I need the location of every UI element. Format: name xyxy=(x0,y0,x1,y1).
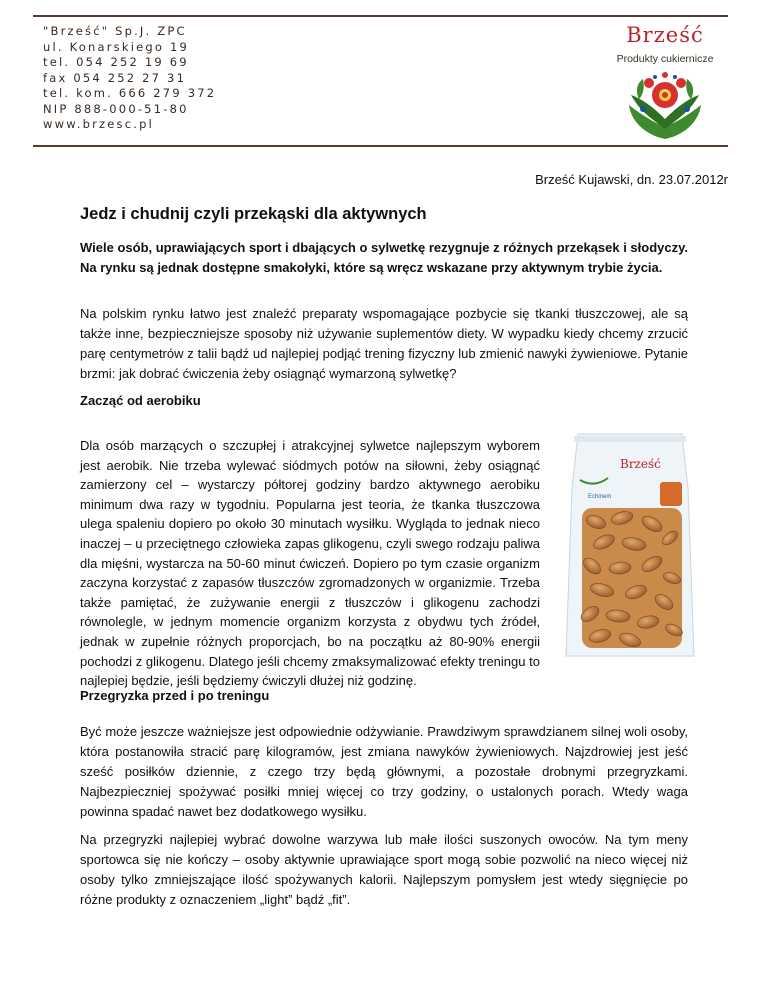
company-logo xyxy=(605,21,725,143)
snack-paragraph-2: Na przegryzki najlepiej wybrać dowolne warzywa lub małe ilości suszonych owoców. Na tym meny sportowca się nie kończy – osoby aktywnie uprawiające sport mogą sobie pozwolić na nieco więcej niż osoby tylko zmniejszające ilość spożywanych kalorii. Najlepszym pomysłem jest wtedy sięgnięcie po różne produkty z oznaczeniem „light” bądź „fit”. xyxy=(80,832,688,907)
logo-subtitle: Produkty cukiernicze xyxy=(616,53,714,65)
package-label: Echinem xyxy=(588,494,612,500)
letterhead xyxy=(33,15,728,147)
aerobic-paragraph: Dla osób marzących o szczupłej i atrakcyjnej sylwetce najlepszym wyborem jest aerobik. Nie trzeba wylewać siódmych potów na siłowni, żeby osiągnąć zamierzony cel – wystarczy półtorej godziny bardzo aktywnego aerobiku minimum dwa razy w tygodniu. Popularna jest teoria, że tkanka tłuszczowa ulega spaleniu dopiero po około 30 minutach wysiłku. Wygląda to jednak nieco inaczej – u przeciętnego człowieka zapas glikogenu, czyli swego rodzaju paliwa dla mięśni, wystarcza na 50-60 minut ćwiczeń. Dopiero po tym czasie organizm zaczyna korzystać z zapasów tłuszczów zgromadzonych w organizmie. Trzeba także pamiętać, że zużywanie energii z tłuszczów i glikogenu zachodzi równolegle, w jednym momencie organizm korzysta z obydwu tych źródeł, jednak w zupełnie różnych proporcjach, bo na początku aż 80-90% energii pochodzi z glikogenu. Dlatego jeśli chcemy zmaksymalizować efekty treningu to najlepiej będzie, jeśli będziemy ćwiczyli dłużej niż godzinę. xyxy=(80,438,540,689)
mobile-phone: tel. kom. 666 279 372 xyxy=(43,86,217,100)
top-rule xyxy=(33,15,728,17)
website-link[interactable]: www.brzesc.pl xyxy=(43,117,155,131)
product-package-image xyxy=(560,428,700,664)
intro-paragraph: Na polskim rynku łatwo jest znaleźć preparaty wspomagające pozbycie się tkanki tłuszczowej, ale są także inne, bezpieczniejsze sposoby niż używanie suplementów diety. W wypadku kiedy chcemy zrzucić parę centymetrów z talii bądź ud najlepiej podjąć trening fizyczny lub zmienić nawyki żywieniowe. Pytanie brzmi: jak dobrać ćwiczenia żeby osiągnąć wymarzoną sylwetkę? xyxy=(80,306,688,381)
phone: tel. 054 252 19 69 xyxy=(43,55,189,69)
company-name: "Brześć" Sp.J. ZPC xyxy=(43,24,187,38)
flower-emblem-icon xyxy=(625,69,705,143)
tax-id: NIP 888-000-51-80 xyxy=(43,101,189,116)
package-brand: Brześć xyxy=(620,457,661,471)
snack-paragraph-1: Być może jeszcze ważniejsze jest odpowiednie odżywianie. Prawdziwym sprawdzianem silnej woli osoby, która postanowiła stracić parę kilogramów, jest zmiana nawyków żywieniowych. Najzdrowiej jest jeść sześć posiłków dziennie, z czego trzy będą głównymi, a pozostałe drobnymi przegryzkami. Najbezpieczniej spożywać posiłki mniej więcej co trzy godziny, o ustalonych porach. Wtedy waga powinna spadać nawet bez dodatkowego wysiłku. xyxy=(80,724,688,819)
article-title: Jedz i chudnij czyli przekąski dla aktywnych xyxy=(80,205,427,223)
logo-name: Brześć xyxy=(626,23,704,47)
lead-paragraph: Wiele osób, uprawiających sport i dbających o sylwetkę rezygnuje z różnych przekąsek i słodyczy. Na rynku są jednak dostępne smakołyki, które są wręcz wskazane przy aktywnym trybie życia. xyxy=(80,240,688,275)
bottom-rule xyxy=(33,145,728,147)
fax: fax 054 252 27 31 xyxy=(43,70,187,85)
section-heading-snack: Przegryzka przed i po treningu xyxy=(80,688,270,703)
document-date: Brześć Kujawski, dn. 23.07.2012r xyxy=(535,172,728,187)
address: ul. Konarskiego 19 xyxy=(43,39,190,54)
contact-block xyxy=(43,24,216,133)
section-heading-aerobic: Zacząć od aerobiku xyxy=(80,393,201,408)
